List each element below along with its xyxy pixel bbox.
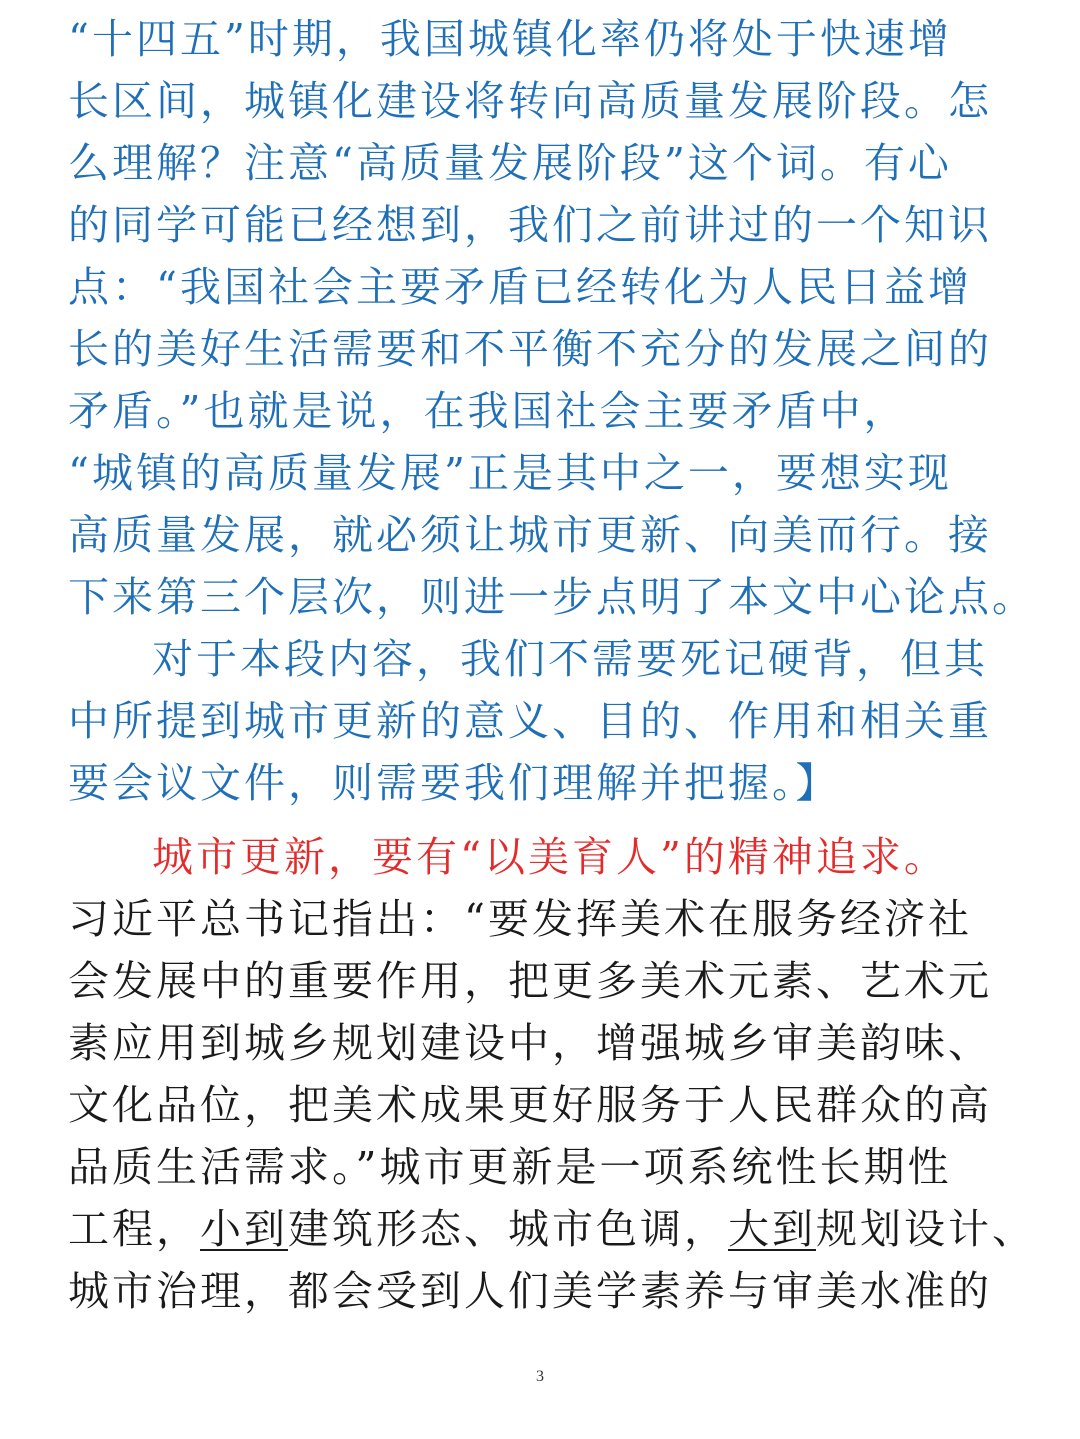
paragraph-line-13: 要会议文件，则需要我们理解并把握。】 [68, 759, 840, 807]
paragraph-line-5: 点：“我国社会主要矛盾已经转化为人民日益增 [68, 263, 972, 311]
page-number: 3 [536, 1368, 544, 1385]
paragraph-line-2: 长区间，城镇化建设将转向高质量发展阶段。怎 [68, 77, 992, 125]
paragraph-line-11: 对于本段内容，我们不需要死记硬背，但其 [152, 635, 988, 683]
section-heading: 城市更新，要有“以美育人”的精神追求。 [152, 833, 948, 881]
body-line-6-text-a: 工程， [68, 1205, 200, 1253]
body-line-1: 习近平总书记指出：“要发挥美术在服务经济社 [68, 895, 972, 943]
body-line-6-text-b: 建筑形态、城市色调， [288, 1205, 728, 1253]
body-line-6-text-c: 规划设计、 [816, 1205, 1036, 1253]
paragraph-line-6: 长的美好生活需要和不平衡不充分的发展之间的 [68, 325, 992, 373]
body-line-5: 品质生活需求。”城市更新是一项系统性长期性 [68, 1143, 952, 1191]
paragraph-line-4: 的同学可能已经想到，我们之前讲过的一个知识 [68, 201, 992, 249]
paragraph-line-9: 高质量发展，就必须让城市更新、向美而行。接 [68, 511, 992, 559]
underlined-phrase-large: 大到 [728, 1205, 816, 1253]
body-line-2: 会发展中的重要作用，把更多美术元素、艺术元 [68, 957, 992, 1005]
body-line-6 [68, 1198, 1036, 1260]
paragraph-line-1: “十四五”时期，我国城镇化率仍将处于快速增 [68, 15, 952, 63]
underlined-phrase-small: 小到 [200, 1205, 288, 1253]
body-line-7: 城市治理，都会受到人们美学素养与审美水准的 [68, 1267, 992, 1315]
paragraph-line-8: “城镇的高质量发展”正是其中之一，要想实现 [68, 449, 952, 497]
paragraph-line-10: 下来第三个层次，则进一步点明了本文中心论点。 [68, 573, 1036, 621]
paragraph-line-3: 么理解？注意“高质量发展阶段”这个词。有心 [68, 139, 952, 187]
body-line-3: 素应用到城乡规划建设中，增强城乡审美韵味、 [68, 1019, 992, 1067]
paragraph-line-12: 中所提到城市更新的意义、目的、作用和相关重 [68, 697, 992, 745]
body-line-4: 文化品位，把美术成果更好服务于人民群众的高 [68, 1081, 992, 1129]
paragraph-line-7: 矛盾。”也就是说，在我国社会主要矛盾中， [68, 387, 908, 435]
